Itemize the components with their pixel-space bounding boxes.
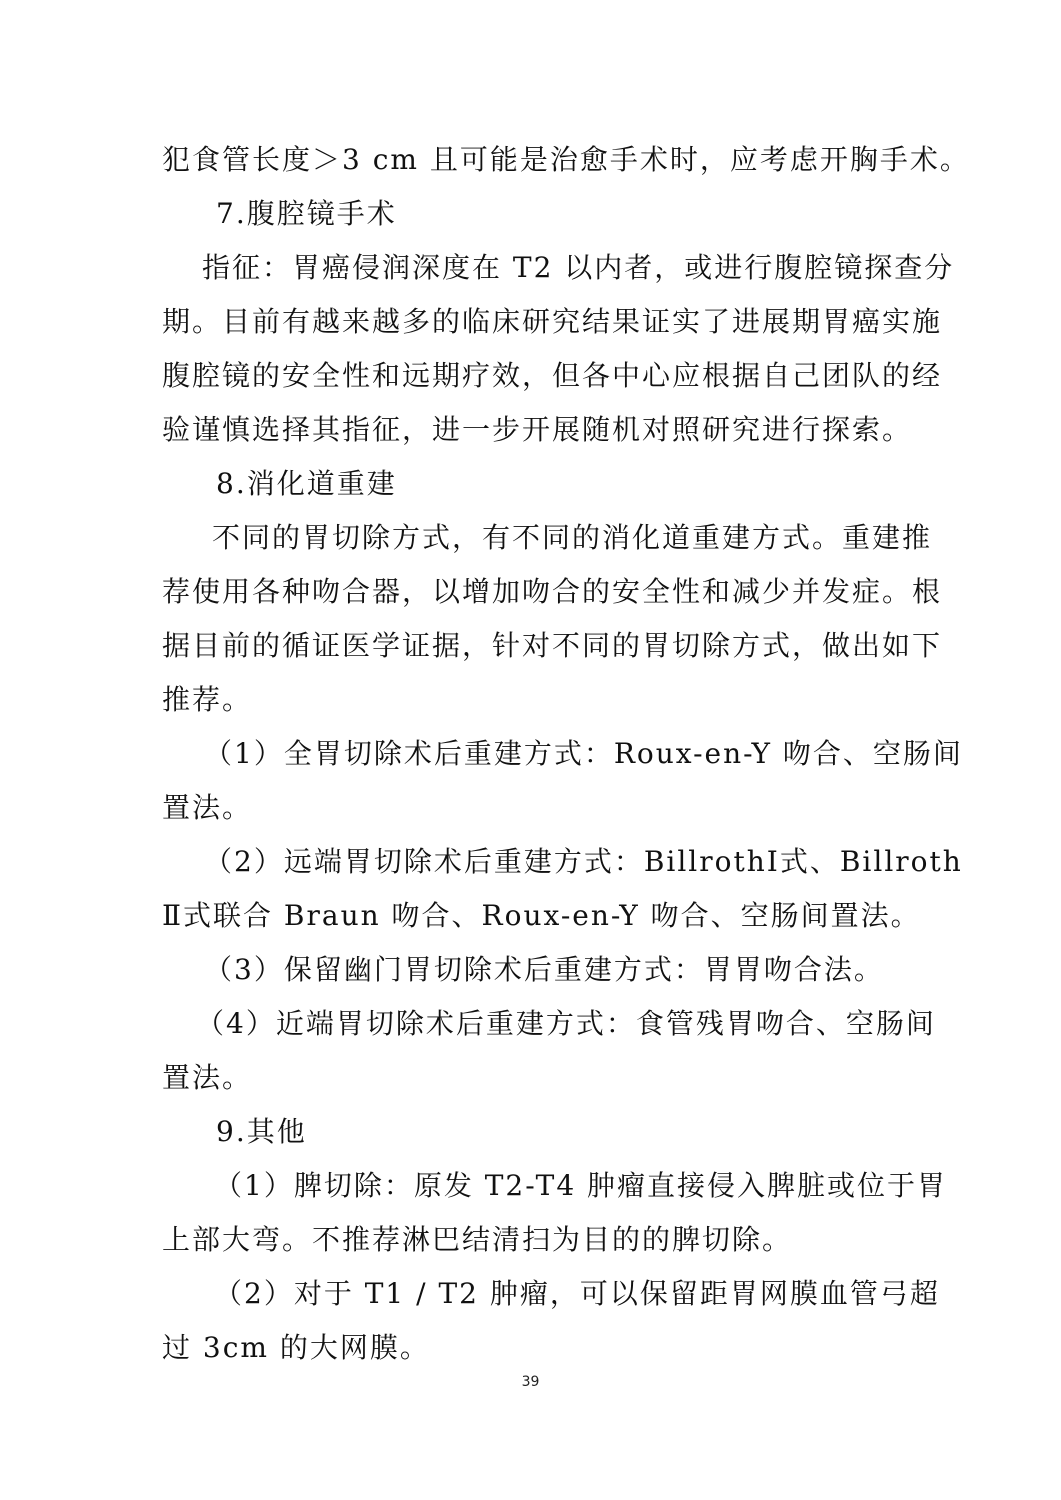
list-item-3: （3）保留幽门胃切除术后重建方式：胃胃吻合法。: [204, 953, 884, 986]
body-line: 置法。: [162, 1061, 253, 1094]
list-item-other-2: （2）对于 T1 / T2 肿瘤，可以保留距胃网膜血管弓超: [214, 1277, 940, 1310]
body-line: 置法。: [162, 791, 253, 824]
page-number: 39: [521, 1374, 540, 1390]
body-line: 验谨慎选择其指征，进一步开展随机对照研究进行探索。: [162, 413, 913, 446]
body-line: 据目前的循证医学证据，针对不同的胃切除方式，做出如下: [162, 629, 943, 662]
list-item-1: （1）全胃切除术后重建方式：Roux-en-Y 吻合、空肠间: [204, 737, 963, 770]
body-line: 指征：胃癌侵润深度在 T2 以内者，或进行腹腔镜探查分: [202, 251, 955, 284]
body-line: 犯食管长度＞3 cm 且可能是治愈手术时，应考虑开胸手术。: [162, 143, 970, 176]
list-item-2: （2）远端胃切除术后重建方式：BillrothⅠ式、Billroth: [204, 845, 963, 878]
section-heading-9: 9.其他: [216, 1115, 307, 1148]
body-line: Ⅱ式联合 Braun 吻合、Roux-en-Y 吻合、空肠间置法。: [162, 899, 921, 932]
list-item-4: （4）近端胃切除术后重建方式：食管残胃吻合、空肠间: [196, 1007, 936, 1040]
body-line: 推荐。: [162, 683, 253, 716]
body-line: 不同的胃切除方式，有不同的消化道重建方式。重建推: [212, 521, 933, 554]
list-item-other-1: （1）脾切除：原发 T2-T4 肿瘤直接侵入脾脏或位于胃: [214, 1169, 948, 1202]
body-line: 上部大弯。不推荐淋巴结清扫为目的的脾切除。: [162, 1223, 793, 1256]
section-heading-7: 7.腹腔镜手术: [216, 197, 397, 230]
body-line: 荐使用各种吻合器，以增加吻合的安全性和减少并发症。根: [162, 575, 943, 608]
section-heading-8: 8.消化道重建: [216, 467, 397, 500]
body-line: 腹腔镜的安全性和远期疗效，但各中心应根据自己团队的经: [162, 359, 943, 392]
body-line: 过 3cm 的大网膜。: [162, 1331, 430, 1364]
body-line: 期。目前有越来越多的临床研究结果证实了进展期胃癌实施: [162, 305, 943, 338]
